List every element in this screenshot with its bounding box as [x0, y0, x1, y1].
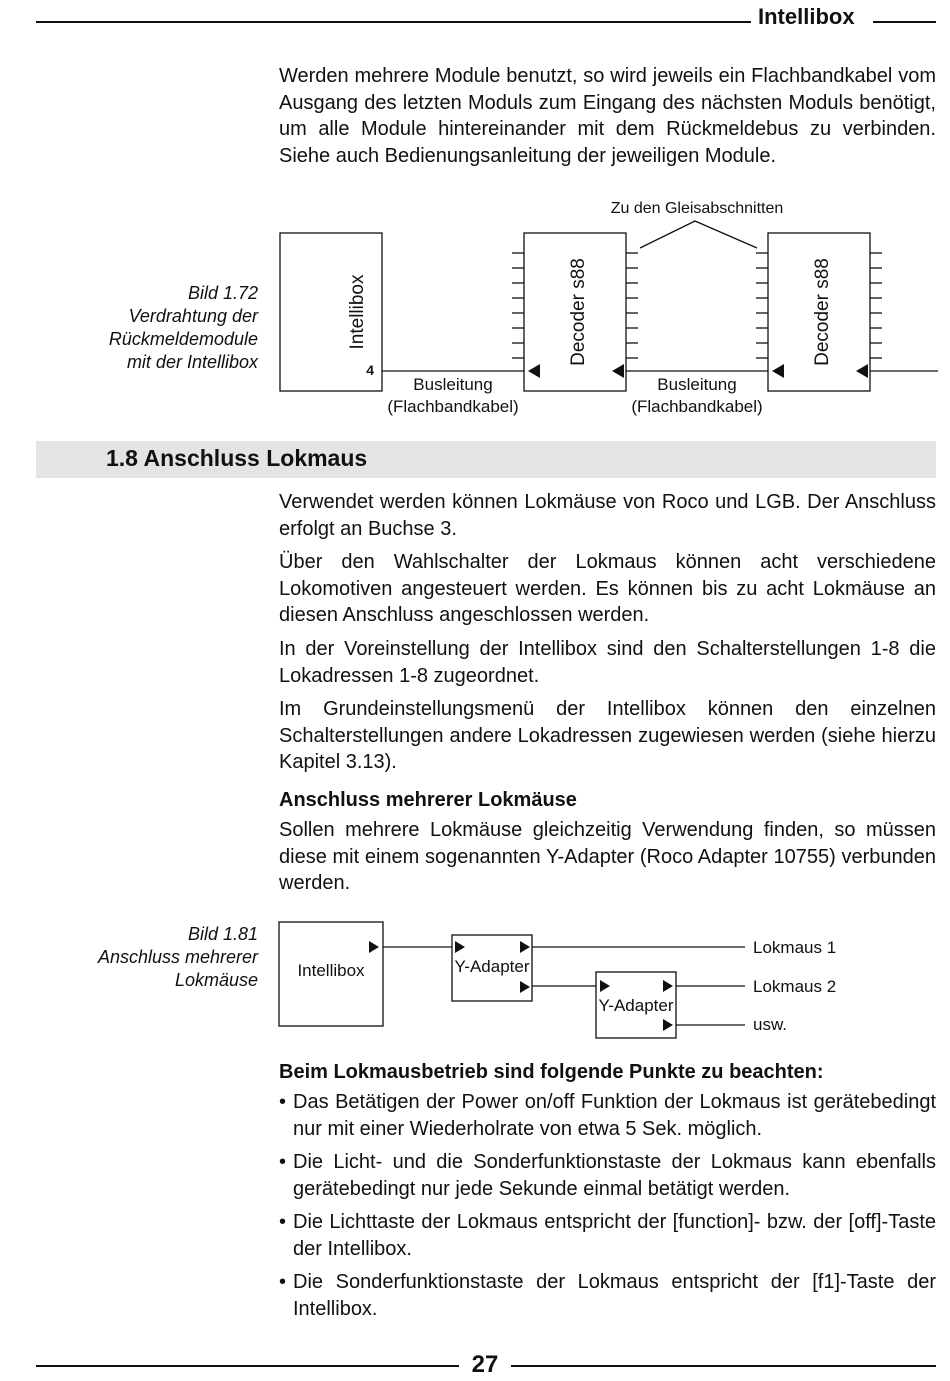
output-label-1: Lokmaus 1	[753, 938, 837, 957]
caption-line: Lokmäuse	[174, 970, 258, 990]
paragraph: In der Voreinstellung der Intellibox sind den Schalterstellungen 1-8 die Lokadressen 1-8 zugeordnet.	[279, 638, 936, 687]
caption-line: Bild 1.72	[187, 283, 258, 303]
intellibox-box-label: Intellibox	[297, 961, 365, 980]
track-bracket	[640, 221, 757, 248]
output-label-2: Lokmaus 2	[753, 977, 837, 996]
arrow-adapter2-out2	[663, 1019, 673, 1031]
list-item: • Die Licht- und die Sonderfunktionstaste der Lokmaus kann ebenfalls gerätebedingt nur jede Sekunde einmal betätigt werden.	[279, 1149, 936, 1202]
arrow-decoder1-out	[612, 364, 624, 378]
arrow-adapter1-in	[455, 941, 465, 953]
subsection-title: Anschluss mehrerer Lokmäuse	[279, 789, 577, 811]
arrow-adapter2-out1	[663, 980, 673, 992]
bus-label-2: Busleitung	[657, 375, 737, 394]
decoder-label-1: Decoder s88	[568, 258, 589, 366]
section-title: 1.8 Anschluss Lokmaus	[106, 445, 368, 471]
arrow-intellibox-out	[369, 941, 379, 953]
port-label: 4	[366, 362, 374, 378]
notes-list	[279, 1089, 936, 1329]
list-item: • Die Lichttaste der Lokmaus entspricht der [function]- bzw. der [off]-Taste der Intellibox.	[279, 1209, 936, 1262]
y-adapter-label-1: Y-Adapter	[454, 957, 530, 976]
list-item: • Das Betätigen der Power on/off Funktion der Lokmaus ist gerätebedingt nur mit einer Wiederholrate von etwa 5 Sek. möglich.	[279, 1089, 936, 1142]
cable-label-2: (Flachbandkabel)	[631, 397, 763, 416]
intellibox-box-label: Intellibox	[347, 274, 368, 350]
arrow-decoder1-in	[528, 364, 540, 378]
bus-label-1: Busleitung	[413, 375, 493, 394]
figure-181-diagram	[270, 915, 870, 1040]
figure-181-caption	[40, 923, 258, 992]
intro-paragraph: Werden mehrere Module benutzt, so wird jeweils ein Flachbandkabel vom Ausgang des letzten Moduls zum Eingang des nächsten Moduls benötigt, um alle Module hintereinander mit dem Rückmeldebus zu verbinden. Siehe auch Bedienungsanleitung der jeweiligen Module.	[279, 65, 936, 167]
subsection-paragraph: Sollen mehrere Lokmäuse gleichzeitig Verwendung finden, so müssen diese mit einem sogenannten Y-Adapter (Roco Adapter 10755) verbunden werden.	[279, 819, 936, 894]
paragraph: Im Grundeinstellungsmenü der Intellibox können den einzelnen Schalterstellungen andere Lokadressen zugewiesen werden (siehe hierzu Kapitel 3.13).	[279, 698, 936, 773]
caption-line: mit der Intellibox	[126, 352, 258, 372]
footer-rule-right	[511, 1365, 936, 1367]
caption-line: Bild 1.81	[187, 924, 258, 944]
caption-line: Verdrahtung der	[128, 306, 258, 326]
paragraph: Über den Wahlschalter der Lokmaus können acht verschiedene Lokomotiven angesteuert werden. Es können bis zu acht Lokmäuse an diesen Anschluss angeschlossen werden.	[279, 551, 936, 626]
header-rule-right	[873, 21, 936, 23]
figure-172-caption	[40, 282, 258, 374]
notes-title: Beim Lokmausbetrieb sind folgende Punkte zu beachten:	[279, 1061, 824, 1083]
arrow-decoder2-in	[772, 364, 784, 378]
list-item: • Die Sonderfunktionstaste der Lokmaus entspricht der [f1]-Taste der Intellibox.	[279, 1269, 936, 1322]
arrow-adapter1-out2	[520, 981, 530, 993]
y-adapter-label-2: Y-Adapter	[598, 996, 674, 1015]
header-rule-left	[36, 21, 751, 23]
arrow-adapter1-out1	[520, 941, 530, 953]
page-number: 27	[471, 1351, 499, 1378]
arrow-adapter2-in	[600, 980, 610, 992]
footer-rule-left	[36, 1365, 459, 1367]
figure-172-diagram	[270, 195, 940, 420]
paragraph: Verwendet werden können Lokmäuse von Roco und LGB. Der Anschluss erfolgt an Buchse 3.	[279, 491, 936, 540]
caption-line: Anschluss mehrerer	[97, 947, 258, 967]
decoder-label-2: Decoder s88	[812, 258, 833, 366]
track-label: Zu den Gleisabschnitten	[610, 200, 784, 217]
output-label-3: usw.	[753, 1015, 788, 1034]
cable-label-1: (Flachbandkabel)	[387, 397, 519, 416]
header-title: Intellibox	[758, 4, 855, 29]
caption-line: Rückmeldemodule	[108, 329, 258, 349]
arrow-decoder2-out	[856, 364, 868, 378]
